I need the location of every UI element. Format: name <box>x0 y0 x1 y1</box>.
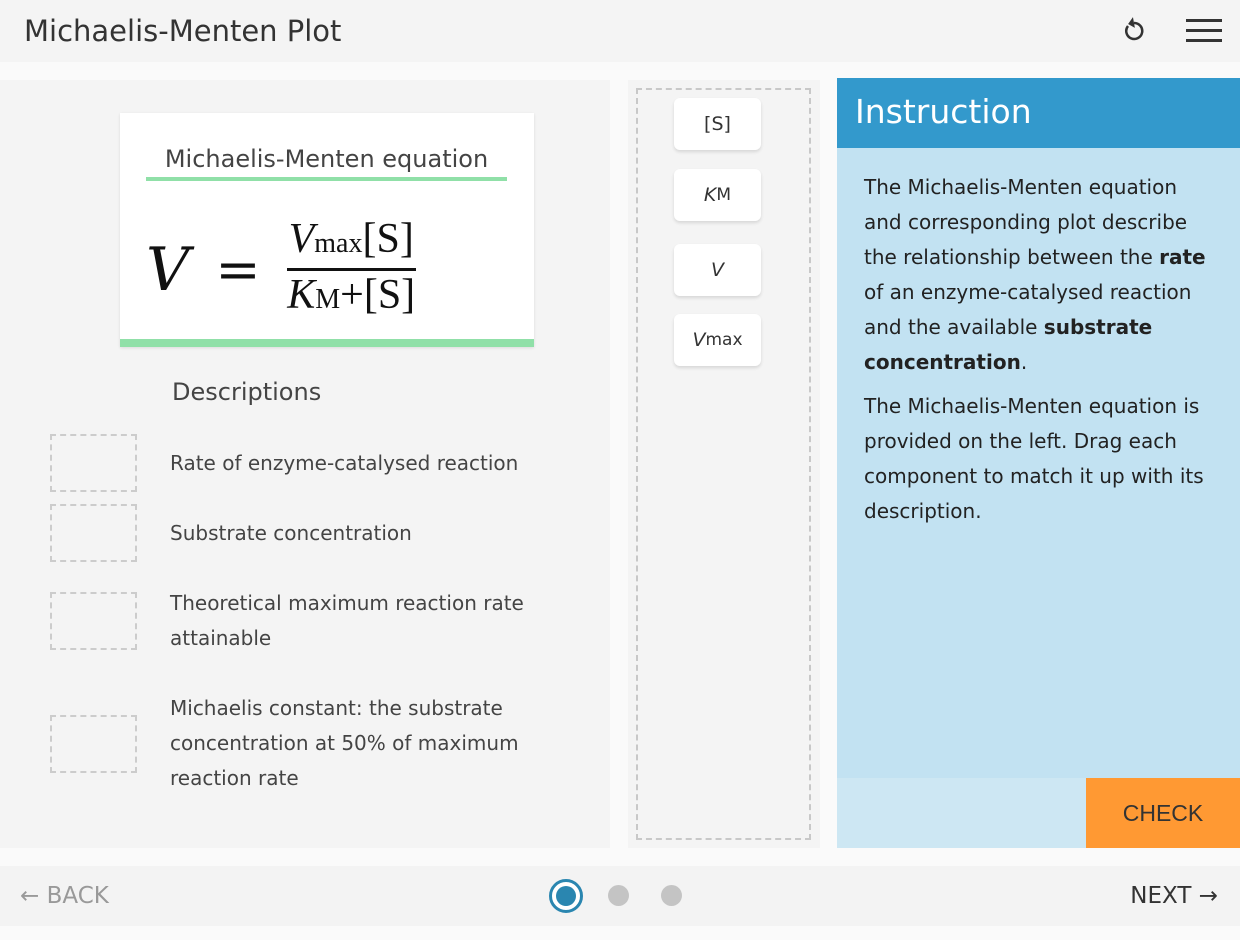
page-dot-3[interactable] <box>661 885 682 906</box>
equation-panel <box>0 80 610 848</box>
description-row <box>50 691 550 796</box>
equation-title: Michaelis-Menten equation <box>146 145 507 181</box>
eq-num-s: [S] <box>362 216 414 262</box>
chip-label: V <box>711 259 724 281</box>
chip-label: K <box>703 184 717 206</box>
description-row <box>50 586 550 656</box>
drop-zone[interactable] <box>50 592 137 650</box>
instruction-footer <box>837 778 1240 848</box>
page-dot-1-active[interactable] <box>549 879 583 913</box>
reset-icon[interactable] <box>1118 14 1150 50</box>
drop-zone[interactable] <box>50 715 137 773</box>
eq-km-sub: M <box>315 284 341 315</box>
hamburger-menu-icon[interactable] <box>1186 17 1222 49</box>
description-text: Substrate concentration <box>170 520 412 545</box>
component-bank <box>628 80 820 848</box>
arrow-right-icon: → <box>1198 883 1218 909</box>
back-button[interactable] <box>20 883 109 909</box>
next-label: NEXT <box>1130 883 1192 909</box>
equation-card <box>120 113 534 347</box>
instruction-body <box>837 148 1240 529</box>
next-button[interactable] <box>1130 883 1218 909</box>
description-text: Michaelis constant: the substrate concentration at 50% of maximum reaction rate <box>170 696 519 790</box>
chip-s[interactable] <box>674 98 761 150</box>
instruction-panel <box>837 78 1240 848</box>
instruction-title: Instruction <box>837 78 1240 148</box>
eq-denominator <box>287 271 415 324</box>
eq-numerator <box>287 215 416 271</box>
text: . <box>1020 350 1028 374</box>
eq-den-s: [S] <box>363 272 416 318</box>
chip-vmax[interactable] <box>674 314 761 366</box>
page-title: Michaelis-Menten Plot <box>24 14 342 48</box>
text: of an enzyme-catalysed reaction and the available <box>864 280 1192 339</box>
eq-fraction <box>287 215 416 324</box>
eq-plus: + <box>340 272 364 318</box>
drop-zone[interactable] <box>50 434 137 492</box>
drop-zone[interactable] <box>50 504 137 562</box>
bold-text: rate <box>1159 245 1206 269</box>
navigation-bar <box>0 866 1240 926</box>
instruction-paragraph-2: The Michaelis-Menten equation is provided on the left. Drag each component to match it up with its description. <box>864 394 1204 523</box>
description-row <box>50 504 550 562</box>
text: The Michaelis-Menten equation and corresponding plot describe the relationship between the <box>864 175 1188 269</box>
eq-vmax-var: V <box>288 216 315 262</box>
equation <box>146 215 416 324</box>
chip-v[interactable] <box>674 244 761 296</box>
eq-equals: = <box>215 238 261 301</box>
chip-km[interactable] <box>674 169 761 221</box>
chip-label: [S] <box>704 113 731 135</box>
description-text: Rate of enzyme-catalysed reaction <box>170 450 519 475</box>
description-text: Theoretical maximum reaction rate attainable <box>170 591 524 650</box>
arrow-left-icon: ← <box>20 883 40 909</box>
descriptions-heading: Descriptions <box>172 378 322 406</box>
eq-lhs: V <box>146 234 190 305</box>
eq-vmax-sub: max <box>314 228 363 259</box>
description-row <box>50 434 550 492</box>
chip-sub: max <box>705 330 743 350</box>
eq-km-var: K <box>287 272 316 318</box>
header-bar <box>0 0 1240 62</box>
chip-sub: M <box>716 185 732 205</box>
chip-label: V <box>692 329 706 351</box>
instruction-paragraph-1 <box>864 170 1220 380</box>
bold-text: substrate concentration <box>864 315 1153 374</box>
back-label: BACK <box>46 883 109 909</box>
page-dot-2[interactable] <box>608 885 629 906</box>
check-button[interactable]: CHECK <box>1086 778 1240 848</box>
